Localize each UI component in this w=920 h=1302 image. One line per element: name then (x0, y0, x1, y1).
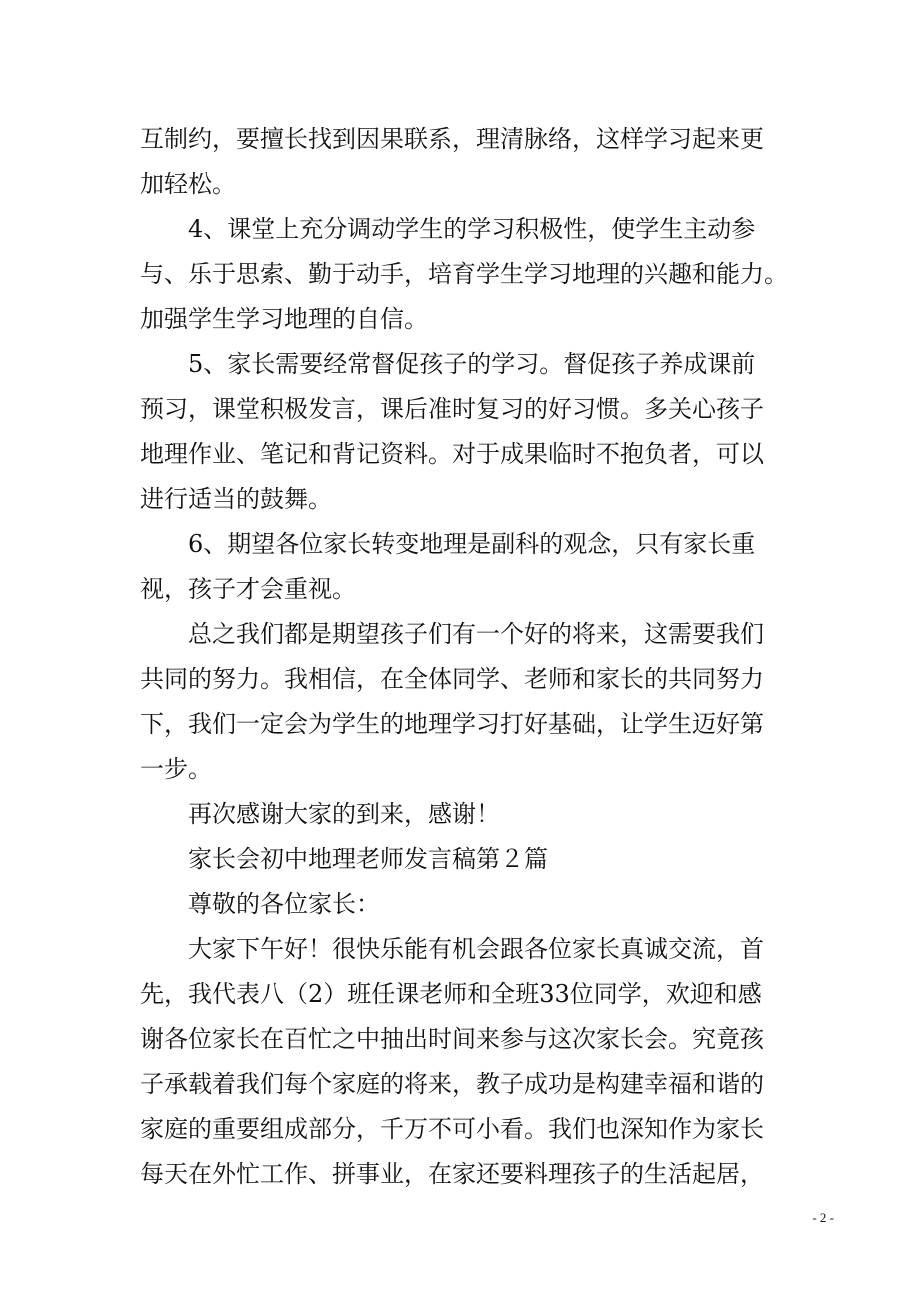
text-line: 互制约，要擅长找到因果联系，理清脉络，这样学习起来更 (140, 125, 764, 153)
text-line: 总之我们都是期望孩子们有一个好的将来，这需要我们 (188, 620, 764, 648)
text-line: 下，我们一定会为学生的地理学习打好基础，让学生迈好第 (140, 710, 764, 738)
text-line: 6、期望各位家长转变地理是副科的观念，只有家长重 (188, 530, 756, 558)
text-line: 先，我代表八（2）班任课老师和全班33位同学，欢迎和感 (140, 980, 762, 1008)
text-line: 预习，课堂积极发言，课后准时复习的好习惯。多关心孩子 (140, 395, 764, 423)
text-line: 加强学生学习地理的自信。 (140, 305, 428, 333)
text-line: 子承载着我们每个家庭的将来，教子成功是构建幸福和谐的 (140, 1070, 764, 1098)
text-line: 每天在外忙工作、拼事业，在家还要料理孩子的生活起居， (140, 1160, 764, 1188)
section-title: 家长会初中地理老师发言稿第２篇 (188, 845, 548, 873)
text-line: 5、家长需要经常督促孩子的学习。督促孩子养成课前 (188, 350, 756, 378)
text-line: 再次感谢大家的到来，感谢！ (188, 800, 500, 828)
text-line: 大家下午好！很快乐能有机会跟各位家长真诚交流，首 (188, 935, 764, 963)
text-line: 视，孩子才会重视。 (140, 575, 356, 603)
text-line: 与、乐于思索、勤于动手，培育学生学习地理的兴趣和能力。 (140, 260, 788, 288)
salutation: 尊敬的各位家长： (188, 890, 380, 918)
text-line: 加轻松。 (140, 170, 236, 198)
page-number: - 2 - (812, 1210, 834, 1225)
text-line: 家庭的重要组成部分，千万不可小看。我们也深知作为家长 (140, 1115, 764, 1143)
text-line: 地理作业、笔记和背记资料。对于成果临时不抱负者，可以 (140, 440, 764, 468)
text-line: 一步。 (140, 755, 212, 783)
text-line: 共同的努力。我相信，在全体同学、老师和家长的共同努力 (140, 665, 764, 693)
text-line: 谢各位家长在百忙之中抽出时间来参与这次家长会。究竟孩 (140, 1025, 764, 1053)
text-line: 4、课堂上充分调动学生的学习积极性，使学生主动参 (188, 215, 756, 243)
text-line: 进行适当的鼓舞。 (140, 485, 332, 513)
